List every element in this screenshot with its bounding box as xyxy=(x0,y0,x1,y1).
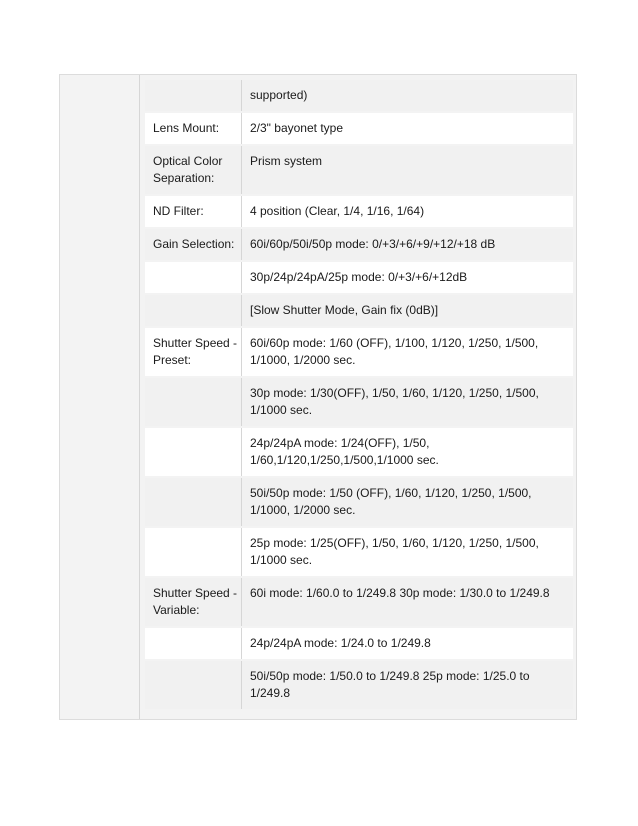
spec-label xyxy=(145,628,242,659)
spec-value: 50i/50p mode: 1/50 (OFF), 1/60, 1/120, 1/250, 1/500, 1/1000, 1/2000 sec. xyxy=(242,478,573,526)
spec-value: 2/3" bayonet type xyxy=(242,113,573,144)
spec-label: Shutter Speed - Variable: xyxy=(145,578,242,626)
spec-value: [Slow Shutter Mode, Gain fix (0dB)] xyxy=(242,295,573,326)
table-row xyxy=(145,146,573,194)
spec-label xyxy=(145,428,242,476)
spec-label: ND Filter: xyxy=(145,196,242,227)
spec-label: Lens Mount: xyxy=(145,113,242,144)
table-row xyxy=(145,113,573,144)
spec-value: 25p mode: 1/25(OFF), 1/50, 1/60, 1/120, 1/250, 1/500, 1/1000 sec. xyxy=(242,528,573,576)
left-margin-column xyxy=(60,75,140,719)
spec-value: 24p/24pA mode: 1/24(OFF), 1/50, 1/60,1/120,1/250,1/500,1/1000 sec. xyxy=(242,428,573,476)
table-row xyxy=(145,661,573,709)
spec-value: supported) xyxy=(242,80,573,111)
table-row xyxy=(145,295,573,326)
spec-value: 60i/60p/50i/50p mode: 0/+3/+6/+9/+12/+18 dB xyxy=(242,229,573,260)
spec-label xyxy=(145,378,242,426)
spec-label xyxy=(145,528,242,576)
spec-value: 4 position (Clear, 1/4, 1/16, 1/64) xyxy=(242,196,573,227)
table-row xyxy=(145,378,573,426)
spec-value: 60i/60p mode: 1/60 (OFF), 1/100, 1/120, 1/250, 1/500, 1/1000, 1/2000 sec. xyxy=(242,328,573,376)
spec-value: 24p/24pA mode: 1/24.0 to 1/249.8 xyxy=(242,628,573,659)
spec-value: 60i mode: 1/60.0 to 1/249.8 30p mode: 1/30.0 to 1/249.8 xyxy=(242,578,573,626)
table-row xyxy=(145,478,573,526)
spec-value: Prism system xyxy=(242,146,573,194)
spec-label xyxy=(145,478,242,526)
spec-label: Shutter Speed - Preset: xyxy=(145,328,242,376)
spec-label: Gain Selection: xyxy=(145,229,242,260)
table-row xyxy=(145,628,573,659)
table-row xyxy=(145,528,573,576)
spec-label: Optical Color Separation: xyxy=(145,146,242,194)
spec-label xyxy=(145,661,242,709)
spec-value: 30p/24p/24pA/25p mode: 0/+3/+6/+12dB xyxy=(242,262,573,293)
spec-label xyxy=(145,80,242,111)
table-row xyxy=(145,578,573,626)
table-row xyxy=(145,196,573,227)
spec-value: 30p mode: 1/30(OFF), 1/50, 1/60, 1/120, 1/250, 1/500, 1/1000 sec. xyxy=(242,378,573,426)
spec-label xyxy=(145,295,242,326)
specifications-table xyxy=(145,78,573,711)
table-row xyxy=(145,80,573,111)
table-row xyxy=(145,328,573,376)
table-row xyxy=(145,262,573,293)
spec-table-container xyxy=(59,74,577,720)
table-row xyxy=(145,229,573,260)
table-row xyxy=(145,428,573,476)
spec-label xyxy=(145,262,242,293)
spec-value: 50i/50p mode: 1/50.0 to 1/249.8 25p mode: 1/25.0 to 1/249.8 xyxy=(242,661,573,709)
